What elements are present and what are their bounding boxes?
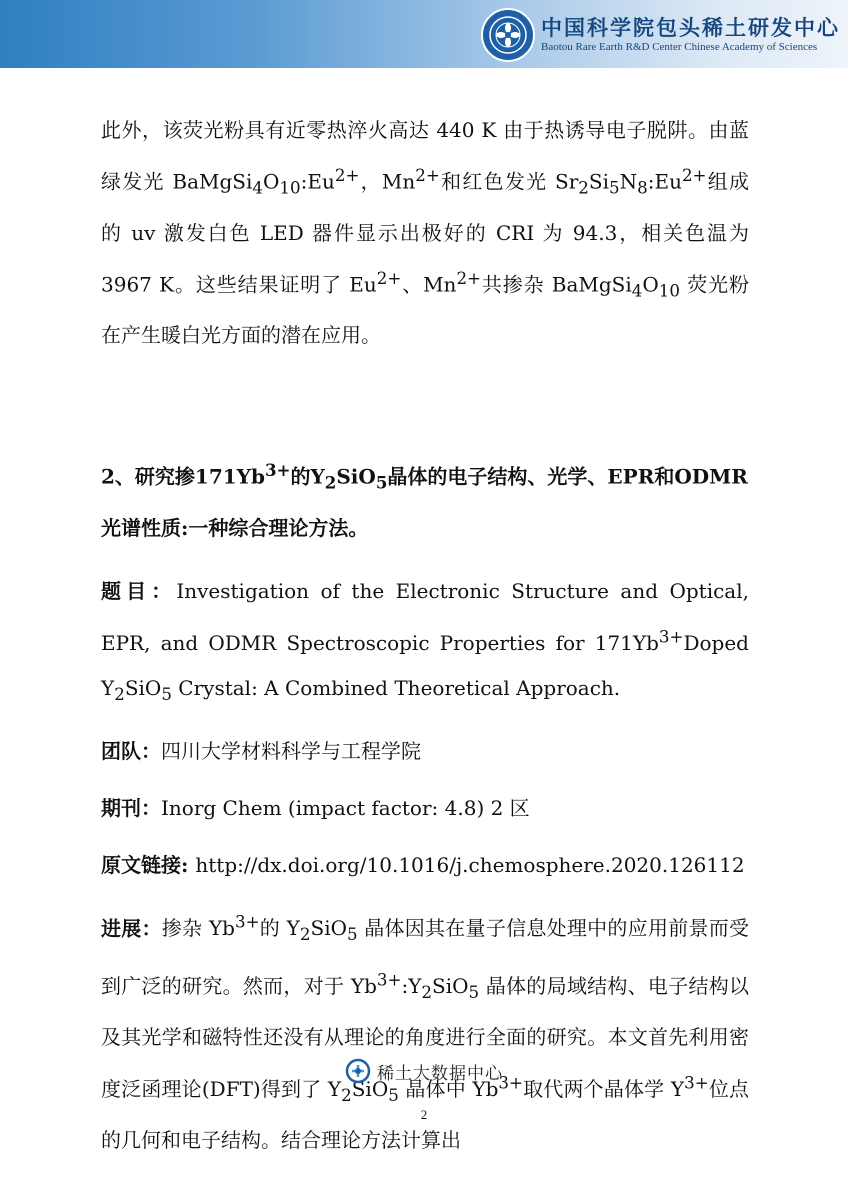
progress-label: 进展： [101,916,162,941]
team-label: 团队： [101,738,161,763]
journal-field [101,786,749,831]
journal-label: 期刊： [101,795,161,820]
heading-spacer [101,551,749,569]
spacer [101,717,749,729]
org-logo [481,8,840,62]
document-body [101,108,749,1163]
footer-brand-text: 稀土大数据中心 [377,1063,503,1084]
link-field [101,843,749,888]
org-name-en: Baotou Rare Earth R&D Center Chinese Academy of Sciences [541,41,818,53]
cas-seal-icon [481,8,535,62]
team-value: 四川大学材料科学与工程学院 [161,738,421,763]
footer-brand [0,1058,848,1084]
progress-value: 掺杂 $Yb^{3+}$的 $Y_2SiO_5$ 晶体因其在量子信息处理中的应用前景而受到广泛的研究。然而，对于 $Yb^{3+}:Y_2SiO_5$ 晶体的局域结构、电子结构以及其光学和磁特性还没有从理论的角度进行全面的研究。本文首先利用密度泛函理论(DFT)得到了 $Y_2SiO_5$ 晶体中 $Yb^{3+}$取代两个晶体学 $Y^{3+}$位点的几何和电子结构。结合理论方法计算出 [101,912,750,1152]
spacer [101,831,749,843]
org-name-cn: 中国科学院包头稀土研发中心 [541,16,840,40]
section-spacer [101,358,749,448]
title-value: Investigation of the Electronic Structure and Optical, EPR, and ODMR Spectroscopic Properties for $171Yb^{3+}Doped$ $Y_2SiO_5$ Crystal: A Combined Theoretical Approach. [101,578,749,704]
section-heading: 2、研究掺$171Yb^{3+}$的$Y_2SiO_5$晶体的电子结构、光学、EPR和ODMR光谱性质:一种综合理论方法。 [101,460,748,540]
link-value[interactable]: http://dx.doi.org/10.1016/j.chemosphere.2020.126112 [195,852,745,877]
title-field [101,569,749,717]
rare-earth-data-logo-icon [345,1058,371,1084]
progress-field [101,900,749,1163]
intro-paragraph: 此外，该荧光粉具有近零热淬火高达 440 K 由于热诱导电子脱阱。由蓝绿发光 $BaMgSi_4O_{10}:Eu^{2+}$，$Mn^{2+}$和红色发光 $Sr_2Si_5N_8:Eu^{2+}$组成的 uv 激发白色 LED 器件显示出极好的 CRI 为 94.3，相关色温为 3967 K。这些结果证明了 $Eu^{2+}$、$Mn^{2+}$共掺杂 $BaMgSi_4O_{10}$ 荧光粉在产生暖白光方面的潜在应用。 [101,118,750,348]
spacer [101,888,749,900]
page-header [0,0,848,68]
title-label: 题目： [101,578,177,603]
link-label: 原文链接: [101,852,196,877]
journal-value: Inorg Chem (impact factor: 4.8) 2 区 [161,795,530,820]
team-field [101,729,749,774]
spacer [101,774,749,786]
page-number: 2 [420,1107,428,1122]
